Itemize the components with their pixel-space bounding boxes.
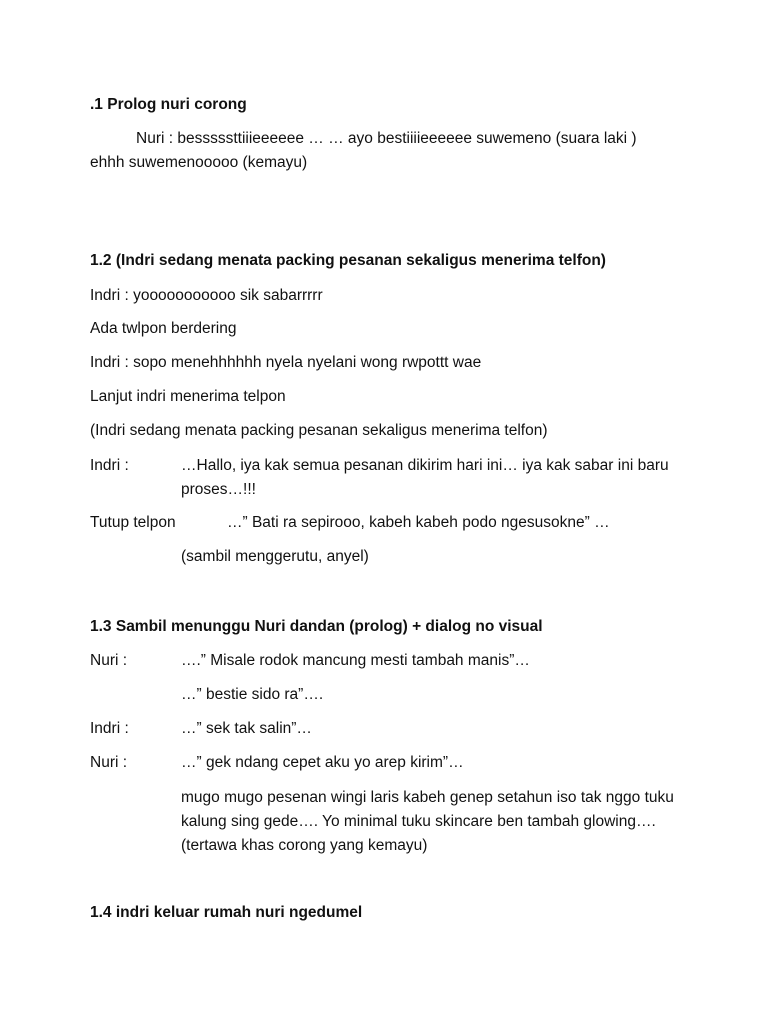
stage-direction: (Indri sedang menata packing pesanan sekaligus menerima telfon)	[90, 422, 548, 439]
dialog-line: Indri : sopo menehhhhhh nyela nyelani wong rwpottt wae	[90, 354, 482, 371]
speaker-label: Tutup telpon	[90, 514, 176, 531]
dialog-text: …” bestie sido ra”….	[181, 686, 324, 703]
section-heading-3: 1.3 Sambil menunggu Nuri dandan (prolog) + dialog no visual	[90, 618, 543, 635]
dialog-text: …” gek ndang cepet aku yo arep kirim”…	[181, 754, 464, 771]
stage-direction: Lanjut indri menerima telpon	[90, 388, 286, 405]
stage-direction: (sambil menggerutu, anyel)	[181, 548, 369, 565]
speaker-label: Indri :	[90, 720, 129, 737]
prolog-paragraph	[90, 127, 675, 175]
speaker-label: Indri :	[90, 457, 129, 474]
dialog-text: …Hallo, iya kak semua pesanan dikirim hari ini… iya kak sabar ini baru proses…!!!	[181, 457, 669, 498]
prolog-text: Nuri : besssssttiiieeeeee … … ayo bestiiiieeeeee suwemeno (suara laki ) ehhh suwemenooooo (kemayu)	[90, 130, 637, 171]
dialog-line: Indri : yooooooooooo sik sabarrrrr	[90, 287, 323, 304]
dialog-text: ….” Misale rodok mancung mesti tambah manis”…	[181, 652, 530, 669]
speaker-label: Nuri :	[90, 754, 128, 771]
dialog-text: …” sek tak salin”…	[181, 720, 312, 737]
dialog-paragraph: mugo mugo pesenan wingi laris kabeh genep setahun iso tak nggo tuku kalung sing gede…. Yo minimal tuku skincare ben tambah glowing…. (tertawa khas corong yang kemayu)	[181, 789, 674, 854]
section-heading-2: 1.2 (Indri sedang menata packing pesanan sekaligus menerima telfon)	[90, 252, 606, 269]
dialog-text: …” Bati ra sepirooo, kabeh kabeh podo ngesusokne” …	[227, 514, 610, 531]
speaker-label: Nuri :	[90, 652, 128, 669]
section-heading-4: 1.4 indri keluar rumah nuri ngedumel	[90, 904, 363, 921]
stage-direction: Ada twlpon berdering	[90, 320, 237, 337]
section-heading-1: .1 Prolog nuri corong	[90, 96, 247, 113]
